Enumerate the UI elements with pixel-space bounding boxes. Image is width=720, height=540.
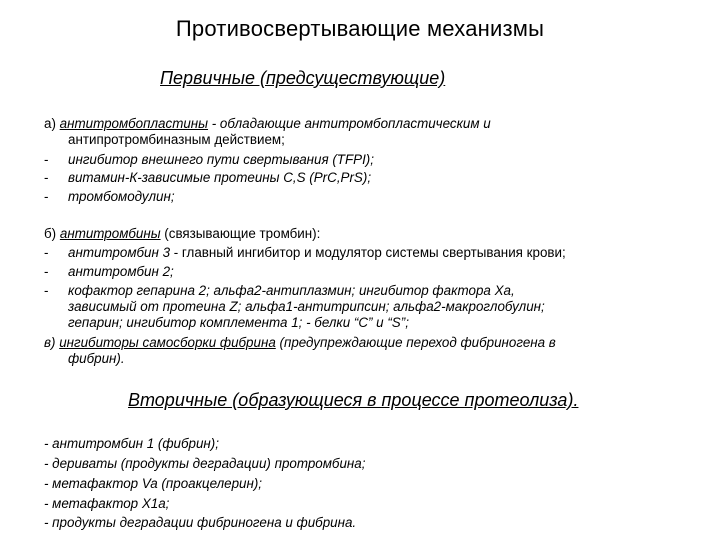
list-dash: -	[44, 264, 49, 279]
secondary-item: - дериваты (продукты деградации) протромбина;	[44, 456, 366, 471]
secondary-item: - метафактор Х1а;	[44, 496, 170, 511]
list-dash: -	[44, 170, 49, 185]
section-b-rest: (связывающие тромбин):	[160, 226, 321, 241]
section-b-term: антитромбины	[59, 226, 161, 241]
list-dash: -	[44, 189, 49, 204]
section-a-item-text: тромбомодулин;	[68, 189, 175, 204]
list-dash: -	[44, 245, 49, 260]
section-b-item-2: антитромбин 2;	[68, 264, 174, 279]
section-c-line	[44, 335, 556, 351]
section-b-item-3-line-2: зависимый от протеина Z; альфа1-антитрипсин; альфа2-макроглобулин;	[68, 299, 545, 314]
secondary-item: - метафактор Va (проакцелерин);	[44, 476, 263, 491]
section-a-item	[44, 152, 62, 168]
section-a-marker: а)	[44, 116, 56, 131]
section-a-item-text: витамин-К-зависимые протеины C,S (PrC,PrS);	[68, 170, 372, 185]
section-b-item-1	[68, 245, 566, 261]
section-b-item-1-rest: - главный ингибитор и модулятор системы свертывания крови;	[170, 245, 566, 260]
section-a-item	[44, 189, 62, 205]
section-a-line	[44, 116, 491, 132]
section-a-item	[44, 170, 62, 186]
secondary-item: - антитромбин 1 (фибрин);	[44, 436, 219, 451]
section-a-continuation: антипротромбиназным действием;	[68, 132, 285, 147]
section-c-continuation: фибрин).	[68, 351, 125, 366]
list-dash: -	[44, 283, 49, 298]
section-b-item-3-line-3: гепарин; ингибитор комплемента 1; - белки “С” и “S”;	[68, 315, 409, 330]
section-a-rest: - обладающие антитромбопластическим и	[208, 116, 491, 131]
section-a-term: антитромбопластины	[59, 116, 209, 131]
list-dash: -	[44, 152, 49, 167]
primary-heading: Первичные (предсуществующие)	[160, 68, 446, 88]
section-b-marker: б)	[44, 226, 57, 241]
secondary-heading: Вторичные (образующиеся в процессе протеолиза).	[128, 390, 579, 410]
section-c-rest: (предупреждающие переход фибриногена в	[275, 335, 556, 350]
secondary-item: - продукты деградации фибриногена и фибрина.	[44, 515, 357, 530]
section-c-term: ингибиторы самосборки фибрина	[59, 335, 276, 350]
section-a-item-text: ингибитор внешнего пути свертывания (TFPI);	[68, 152, 374, 167]
section-b-item-1-main: антитромбин 3	[68, 245, 171, 260]
section-c-marker: в)	[44, 335, 56, 350]
section-b-line	[44, 226, 320, 242]
section-b-item-3-line-1: кофактор гепарина 2; альфа2-антиплазмин; ингибитор фактора Ха,	[68, 283, 515, 298]
page-title: Противосвертывающие механизмы	[175, 16, 545, 41]
